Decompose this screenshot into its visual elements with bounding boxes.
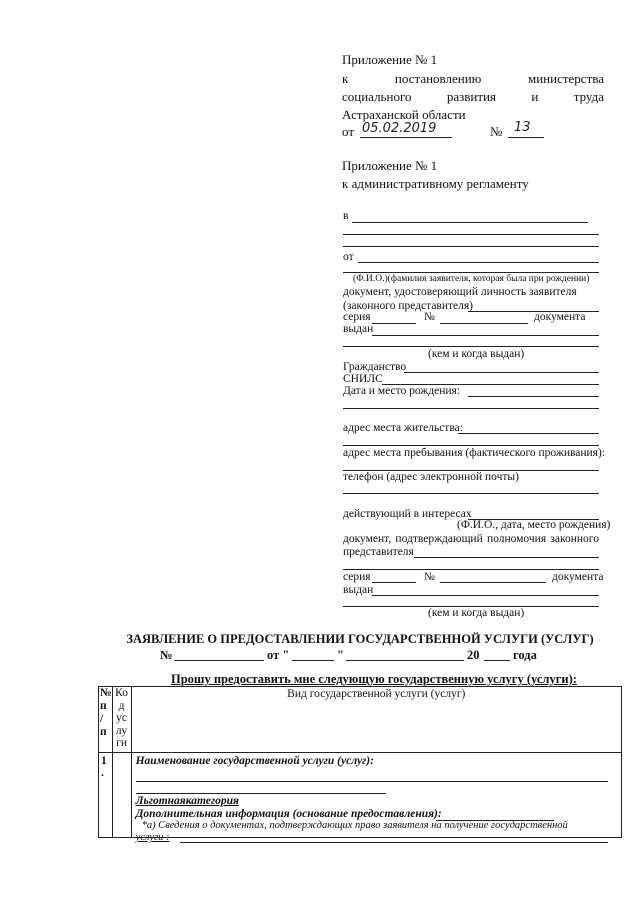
stay-label: адрес места пребывания (фактического проживания):: [343, 447, 605, 459]
id-doc-label-2: (законного представителя): [343, 300, 473, 312]
word: труда: [573, 89, 604, 104]
application-month-field[interactable]: [346, 660, 464, 661]
issued-field[interactable]: [372, 335, 599, 336]
to-field-3[interactable]: [343, 246, 599, 247]
header-num-line: п: [100, 700, 107, 712]
number-underline: [508, 137, 544, 138]
appendix-subtitle-2: к административному регламенту: [342, 176, 529, 191]
handwritten-date: 05.02.2019: [362, 121, 437, 136]
word: развития: [446, 89, 496, 104]
header-num-cell: [99, 687, 113, 753]
auth-doc-label-2: представителя: [343, 546, 414, 558]
series-field[interactable]: [372, 323, 416, 324]
citizenship-label: Гражданство: [343, 361, 407, 373]
appendix-ref-line1: [342, 71, 604, 87]
appendix-title-1: Приложение № 1: [342, 52, 438, 67]
issued-label: выдан: [343, 323, 374, 335]
row-number: 1: [101, 755, 107, 767]
appendix-ref-line2: [342, 89, 604, 105]
header-code-line: ус: [116, 712, 127, 724]
word: к: [342, 71, 349, 86]
doc-number2-label: №: [424, 571, 435, 583]
birth-field[interactable]: [468, 396, 599, 397]
row-number-dot: .: [101, 767, 104, 779]
issued2-label: выдан: [343, 584, 374, 596]
header-service-label: Вид государственной услуги (услуг): [287, 688, 466, 700]
number-prefix: №: [490, 124, 503, 139]
header-service-cell: [131, 687, 621, 753]
series2-field[interactable]: [372, 582, 416, 583]
service-name-field[interactable]: [136, 781, 608, 782]
word: законного: [550, 533, 599, 545]
birth-field-2[interactable]: [343, 408, 599, 409]
docs-info-label-2: услуги :: [135, 832, 170, 843]
acting-hint: (Ф.И.О., дата, место рождения): [457, 519, 611, 531]
doc-number2-field[interactable]: [440, 582, 546, 583]
appendix-ref-line3: Астраханской области: [342, 107, 466, 122]
handwritten-number: 13: [514, 120, 531, 135]
application-num-label: №: [160, 648, 173, 662]
header-code-line: д: [118, 699, 125, 712]
to-field[interactable]: [352, 222, 588, 223]
header-num-line: /: [100, 713, 104, 725]
phone-field[interactable]: [343, 493, 599, 494]
phone-label: телефон (адрес электронной почты): [343, 471, 519, 483]
auth-doc-line: [343, 533, 599, 545]
series-label: серия: [343, 311, 371, 323]
header-code-line: ги: [116, 737, 127, 749]
doc-label: документа: [534, 311, 586, 323]
acting-label: действующий в интересах: [343, 508, 472, 520]
doc2-label: документа: [552, 571, 604, 583]
doc-number-field[interactable]: [440, 323, 528, 324]
id-doc-label: документ, удостоверяющий личность заявителя: [343, 286, 577, 298]
series2-label: серия: [343, 571, 371, 583]
word: и: [531, 89, 539, 104]
table-row: [99, 753, 622, 838]
application-day-field[interactable]: [292, 660, 334, 661]
header-code-line: лу: [115, 724, 128, 737]
row-num-cell: [99, 753, 113, 838]
citizenship-field[interactable]: [404, 372, 599, 373]
docs-info-label: *а) Сведения о документах, подтверждающих право заявителя на получение государственной: [141, 820, 568, 831]
docs-info-field[interactable]: [180, 842, 608, 843]
application-num-field[interactable]: [174, 660, 264, 661]
word: подтверждающий: [395, 533, 483, 545]
application-from-label: от ": [267, 648, 290, 662]
word: постановлению: [394, 71, 482, 86]
header-num-line: п: [100, 726, 107, 738]
row-code-cell[interactable]: [112, 753, 131, 838]
issued-field-2[interactable]: [343, 346, 599, 347]
application-title: ЗАЯВЛЕНИЕ О ПРЕДОСТАВЛЕНИИ ГОСУДАРСТВЕННОЙ УСЛУГИ (УСЛУГ): [126, 632, 594, 646]
auth-doc-field-2[interactable]: [343, 569, 599, 570]
issued2-hint: (кем и когда выдан): [428, 607, 525, 619]
fio-hint: (Ф.И.О.)(фамилия заявителя, которая была при рождении): [353, 274, 590, 284]
issued2-field[interactable]: [372, 595, 599, 596]
date-underline: [360, 137, 452, 138]
header-code-cell: [112, 687, 131, 753]
application-quote-close: ": [337, 648, 344, 662]
from-label: от: [343, 251, 354, 263]
privileged-category-label: Льготнаякатегория: [135, 795, 239, 807]
address-field-2[interactable]: [343, 445, 599, 446]
application-year-suffix: года: [513, 648, 537, 662]
address-field[interactable]: [458, 433, 599, 434]
service-name-label: Наименование государственной услуги (услуг):: [135, 755, 374, 767]
doc-number-label: №: [424, 311, 435, 323]
service-name-field-2[interactable]: [136, 793, 386, 794]
date-prefix: от: [342, 124, 355, 139]
header-num-line: №: [100, 687, 112, 699]
request-text: Прошу предоставить мне следующую государственную услугу (услуги):: [171, 672, 577, 686]
from-field-2[interactable]: [343, 272, 599, 273]
birth-label: Дата и место рождения:: [343, 385, 461, 397]
row-service-cell: [131, 753, 621, 843]
table-header-row: [99, 687, 622, 753]
issued-hint: (кем и когда выдан): [428, 348, 525, 360]
appendix-title-2: Приложение № 1: [342, 158, 438, 173]
application-year-field[interactable]: [484, 660, 510, 661]
to-field-2[interactable]: [343, 234, 599, 235]
services-table: [98, 686, 622, 843]
snils-label: СНИЛС: [343, 373, 383, 385]
from-field[interactable]: [358, 262, 599, 263]
auth-doc-field[interactable]: [414, 557, 599, 558]
address-label: адрес места жительства:: [343, 422, 463, 434]
extra-info-label: Дополнительная информация (основание предоставления):: [135, 808, 442, 820]
word: документ,: [343, 533, 392, 545]
word: социального: [342, 89, 412, 104]
word: министерства: [527, 71, 604, 86]
header-code-line: Ко: [115, 687, 128, 699]
to-label: в: [343, 210, 349, 222]
application-year-label: 20: [467, 648, 480, 662]
word: полномочия: [486, 533, 547, 545]
